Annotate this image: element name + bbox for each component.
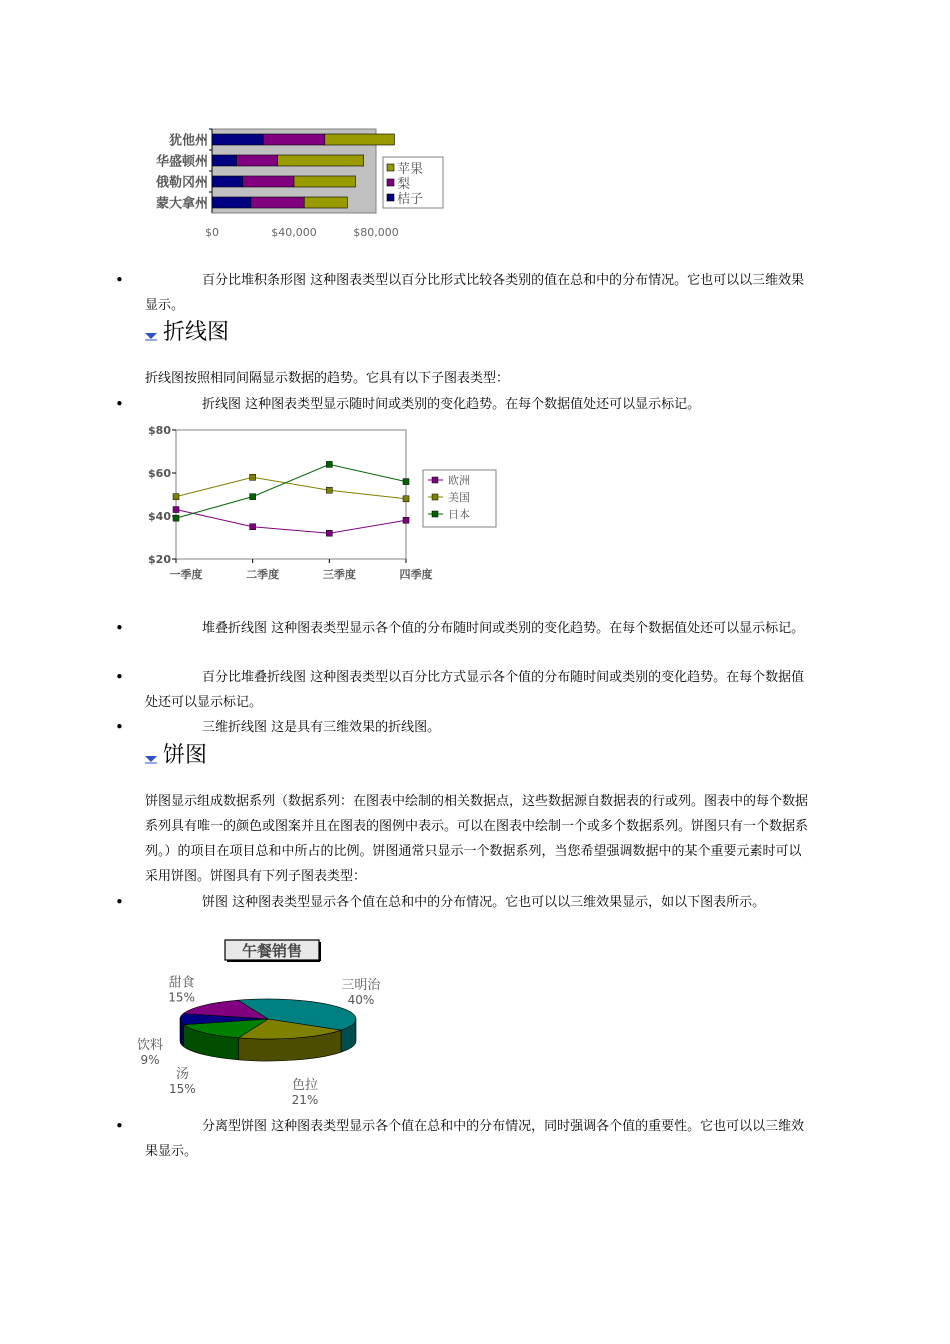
pie-slice-name: 甜食 (168, 975, 195, 991)
line-point (250, 494, 256, 500)
pie-slice-percent: 21% (291, 1092, 319, 1107)
bar-segment (212, 197, 251, 208)
legend-label: 日本 (448, 508, 470, 521)
collapse-triangle-icon[interactable] (143, 325, 161, 341)
line-point (250, 474, 256, 480)
line-category-label: 四季度 (399, 568, 433, 581)
bar-segment (325, 134, 395, 145)
line-ytick-label: $40 (148, 510, 171, 523)
heading-pie-chart-label: 饼图 (163, 743, 208, 768)
bullet-dot: • (115, 893, 124, 911)
legend-swatch (387, 164, 394, 171)
bullet-dot: • (115, 668, 124, 686)
paragraph-percent-stacked-line: 百分比堆叠折线图 这种图表类型以百分比方式显示各个值的分布随时间或类别的变化趋势。在每个数据值处还可以显示标记。 (145, 670, 805, 710)
bar-segment (251, 197, 304, 208)
bar-category-label: 俄勒冈州 (155, 175, 208, 191)
pie-slice-name: 三明治 (341, 978, 381, 994)
bullet-dot: • (115, 271, 124, 289)
line-point (403, 496, 409, 502)
bar-segment (237, 155, 278, 166)
bar-segment (304, 197, 347, 208)
bar-category-label: 犹他州 (168, 133, 208, 149)
bar-category-label: 华盛顿州 (155, 154, 208, 170)
paragraph-percent-bar: 百分比堆积条形图 这种图表类型以百分比形式比较各类别的值在总和中的分布情况。它也可以以三维效果显示。 (145, 273, 805, 313)
legend-label: 桔子 (397, 192, 424, 207)
paragraph-pie-intro: 饼图显示组成数据系列（数据系列：在图表中绘制的相关数据点，这些数据源自数据表的行或列。图表中的每个数据系列具有唯一的颜色或图案并且在图表的图例中表示。可以在图表中绘制一个或多个数据系列。饼图只有一个数据系列。）的项目在项目总和中所占的比例。饼图通常只显示一个数据系列，当您希望强调数据中的某个重要元素时可以采用饼图。饼图具有下列子图表类型： (145, 794, 809, 884)
bullet-dot: • (115, 1117, 124, 1135)
bar-segment (263, 134, 325, 145)
line-point (326, 461, 332, 467)
line-point (173, 494, 179, 500)
line-point (403, 479, 409, 485)
bar-segment (243, 176, 294, 187)
paragraph-line-chart: 折线图 这种图表类型显示随时间或类别的变化趋势。在每个数据值处还可以显示标记。 (202, 397, 701, 412)
pie-chart (136, 935, 425, 1107)
line-ytick-label: $60 (148, 467, 171, 480)
legend-label: 梨 (397, 177, 411, 192)
paragraph-3d-line: 三维折线图 这是具有三维效果的折线图。 (202, 720, 441, 735)
legend-marker (432, 477, 438, 483)
stacked-bar-chart (145, 125, 455, 245)
bar-segment (278, 155, 364, 166)
legend-swatch (387, 179, 394, 186)
paragraph-pie-chart: 饼图 这种图表类型显示各个值在总和中的分布情况。它也可以以三维效果显示，如以下图表所示。 (202, 895, 766, 910)
bar-xtick-label: $40,000 (271, 226, 317, 239)
line-point (326, 487, 332, 493)
paragraph-exploded-pie: 分离型饼图 这种图表类型显示各个值在总和中的分布情况，同时强调各个值的重要性。它也可以以三维效果显示。 (145, 1119, 805, 1159)
pie-title: 午餐销售 (241, 942, 303, 960)
line-point (326, 530, 332, 536)
bullet-dot: • (115, 718, 124, 736)
pie-slice-name: 饮料 (136, 1038, 164, 1054)
line-point (173, 515, 179, 521)
heading-line-chart-label: 折线图 (163, 320, 230, 345)
line-category-label: 一季度 (169, 568, 203, 581)
line-ytick-label: $20 (148, 553, 171, 566)
heading-pie-chart (143, 741, 207, 771)
pie-slice-percent: 40% (347, 993, 375, 1008)
paragraph-stacked-line: 堆叠折线图 这种图表类型显示各个值的分布随时间或类别的变化趋势。在每个数据值处还可以显示标记。 (202, 621, 805, 636)
legend-marker (432, 511, 438, 517)
pie-slice-name: 色拉 (291, 1077, 318, 1093)
paragraph-line-intro: 折线图按照相同间隔显示数据的趋势。它具有以下子图表类型： (145, 371, 510, 386)
line-point (250, 524, 256, 530)
pie-slice-name: 汤 (175, 1066, 189, 1082)
bar-segment (212, 176, 243, 187)
bar-segment (294, 176, 356, 187)
pie-slice-percent: 15% (169, 1081, 196, 1096)
bar-category-label: 蒙大拿州 (155, 196, 208, 212)
legend-swatch (387, 194, 394, 201)
pie-slice-percent: 15% (168, 990, 195, 1005)
bar-xtick-label: $0 (205, 226, 219, 239)
collapse-triangle-icon[interactable] (143, 748, 161, 764)
legend-marker (432, 494, 438, 500)
bar-segment (212, 134, 263, 145)
bullet-dot: • (115, 619, 124, 637)
bar-segment (212, 155, 237, 166)
line-ytick-label: $80 (148, 424, 171, 437)
line-point (403, 517, 409, 523)
line-category-label: 二季度 (246, 568, 280, 581)
pie-slice-percent: 9% (140, 1053, 160, 1068)
line-category-label: 三季度 (322, 568, 356, 581)
bullet-dot: • (115, 395, 124, 413)
heading-line-chart (143, 318, 229, 348)
line-point (173, 507, 179, 513)
legend-label: 欧洲 (448, 474, 470, 487)
bar-xtick-label: $80,000 (353, 226, 399, 239)
line-chart (145, 420, 505, 585)
legend-label: 美国 (448, 491, 470, 504)
legend-label: 苹果 (397, 162, 424, 177)
